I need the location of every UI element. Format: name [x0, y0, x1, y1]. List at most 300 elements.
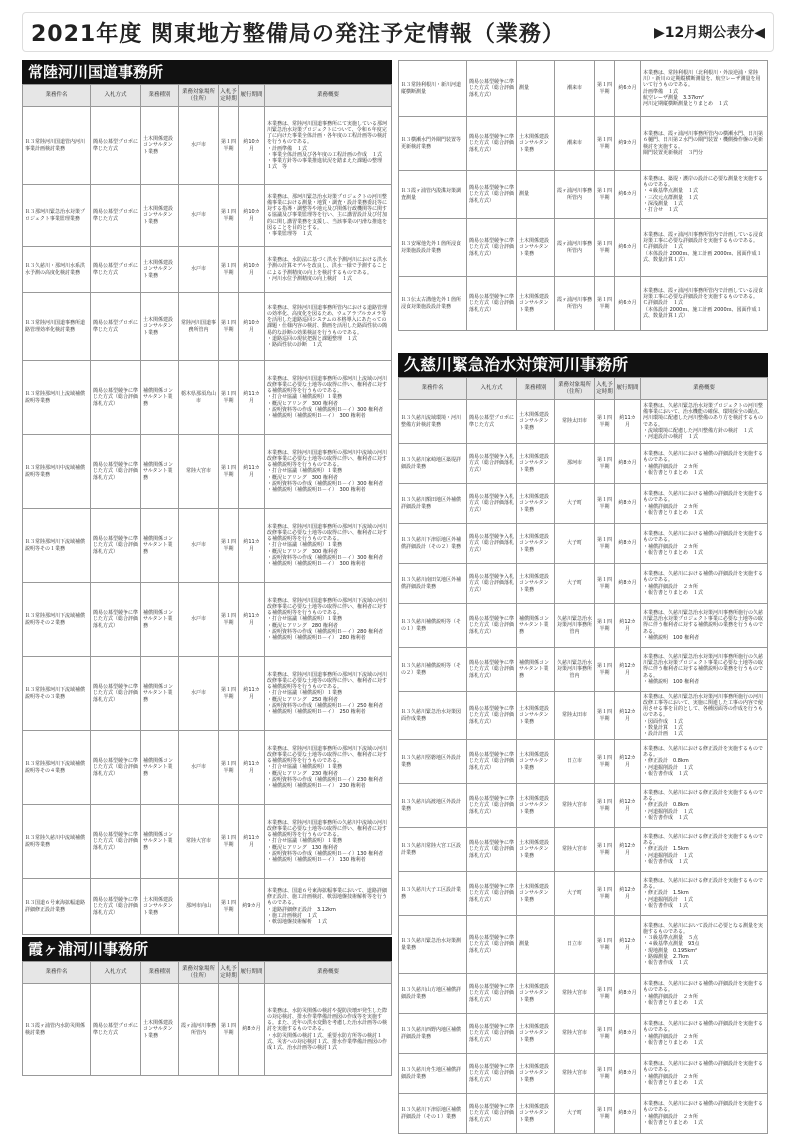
table-cell: Ｒ３常陸那珂川中流域補償説明等業務	[23, 435, 91, 509]
table-cell: 水戸市	[179, 657, 219, 731]
table-cell: 簡易公募型プロポに準じた方式	[467, 400, 517, 444]
table-cell: 那珂市	[555, 444, 595, 484]
table-cell: 約8カ月	[615, 1094, 641, 1134]
kuji-table	[398, 377, 768, 1134]
table-cell: 第１四半期	[595, 117, 615, 171]
table-cell: 約11カ月	[239, 509, 265, 583]
table-row	[23, 435, 392, 509]
table-cell: 常陸太田市	[555, 692, 595, 740]
table-cell: 本業務は、久慈川緊急治水対策河川事務所施行の久慈川緊急治水対策プロジェクト事業に必要な土地等の取得に伴う権利者に対する補償説明の業務を行うものである。 ・補償説明 100 権利者	[641, 604, 768, 648]
table-cell: 約12カ月	[615, 828, 641, 872]
table-cell: 約10カ月	[239, 293, 265, 361]
table-cell: 本業務は、久慈川緊急治水対策プロジェクトの河川整備事業において、治水機能の確保、環境保全の観点、河川環境に配慮した河川整備のあり方を検討するものである。 ・流域環境に配慮した河川整備方針の検討 １式 ・河道設計の検討 １式	[641, 400, 768, 444]
table-row	[23, 107, 392, 185]
table-cell: 簡易公募型プロポに準じた方式	[91, 247, 141, 293]
table-cell: 水戸市	[179, 731, 219, 805]
table-cell: Ｒ３常陸久慈川中流域補償説明等業務	[23, 805, 91, 879]
column-header: 入札予定時期	[219, 962, 239, 984]
table-cell: 第１四半期	[595, 974, 615, 1014]
table-cell: Ｒ３常陸利根川・新川河道縦横断測量	[399, 61, 467, 117]
table-cell: 本業務は、久慈川における補償の詳細設計を実施するものである。 ・補償詳細設計 ２カ所 ・報告書とりまとめ １式	[641, 1014, 768, 1054]
column-header: 業務対象場所（住所）	[179, 85, 219, 107]
table-cell: Ｒ３久慈川舟生地区補償詳細設計業務	[399, 1054, 467, 1094]
table-cell: 簡易公募型プロポに準じた方式	[91, 984, 141, 1076]
table-cell: 大子町	[555, 872, 595, 916]
table-cell: 約10カ月	[239, 185, 265, 247]
table-cell: 第１四半期	[219, 293, 239, 361]
table-row	[23, 185, 392, 247]
table-cell: 簡易公募型競争に準じた方式（総合評価落札方式）	[467, 277, 517, 331]
table-cell: 簡易公募型競争に準じた方式（総合評価落札方式）	[467, 171, 517, 219]
table-row	[399, 648, 768, 692]
table-cell: 霞ヶ浦河川事務所管内	[555, 219, 595, 277]
table-row	[23, 583, 392, 657]
table-cell: 大子町	[555, 484, 595, 524]
table-cell: 第１四半期	[595, 648, 615, 692]
table-cell: 第１四半期	[219, 185, 239, 247]
column-header: 履行期間	[239, 962, 265, 984]
table-cell: 第１四半期	[595, 171, 615, 219]
table-cell: 簡易公募型競争入札方式（総合評価落札方式）	[467, 564, 517, 604]
table-cell: 補償関係コンサルタント業務	[517, 648, 555, 692]
table-cell: 約12カ月	[615, 648, 641, 692]
table-cell: 第１四半期	[595, 1014, 615, 1054]
table-cell: 土木関係建設コンサルタント業務	[517, 524, 555, 564]
table-cell: 補償関係コンサルタント業務	[517, 604, 555, 648]
table-cell: 簡易公募型競争に準じた方式（総合評価落札方式）	[467, 219, 517, 277]
table-cell: 本業務は、久慈川における補償の詳細設計を実施するものである。 ・補償詳細設計 ２カ所 ・報告書とりまとめ １式	[641, 444, 768, 484]
column-header: 業務件名	[23, 85, 91, 107]
table-cell: 簡易公募型競争入札方式（総合評価落札方式）	[467, 484, 517, 524]
table-cell: 約10カ月	[239, 247, 265, 293]
table-cell: 土木関係建設コンサルタント業務	[517, 784, 555, 828]
table-cell: 第１四半期	[595, 692, 615, 740]
table-row	[399, 872, 768, 916]
table-cell: 第１四半期	[595, 872, 615, 916]
table-cell: 第１四半期	[219, 984, 239, 1076]
table-cell: 約11カ月	[239, 435, 265, 509]
column-header: 業務概要	[641, 378, 768, 400]
table-cell: Ｒ３常陸那珂川上流域補償説明等業務	[23, 361, 91, 435]
table-cell: 大子町	[555, 564, 595, 604]
table-cell: 補償関係コンサルタント業務	[141, 805, 179, 879]
left-column	[22, 60, 392, 1076]
table-header-row	[23, 85, 392, 107]
table-cell: 土木関係建設コンサルタント業務	[517, 872, 555, 916]
table-cell: 簡易公募型競争に準じた方式（総合評価落札方式）	[467, 1054, 517, 1094]
table-cell: 本業務は、常陸河川国道事務所の久慈川中流域の河川改修事業に必要な土地等の取得に伴い、権利者に対する補償説明等を行うものである。 ・打合せ協議（補償説明）１業務 ・概況ヒアリング 130 権利者 ・説明資料等の作成（補償説明Ｂ－イ）130 権利者 ・補償説明（補償説明Ｂ－イ） 130 権利者	[265, 805, 392, 879]
table-cell: 第１四半期	[219, 107, 239, 185]
table-row	[399, 444, 768, 484]
table-cell: 土木関係建設コンサルタント業務	[141, 293, 179, 361]
table-cell: 本業務は、霞ヶ浦河川事務所管内で計画している浸食対策工事に必要な詳細設計を実施するものである。 Ｃ詳細設計 １式 （本体設計 2000ｍ、施工計画 2000ｍ、図面作成１式、数量計算１式）	[641, 219, 768, 277]
table-cell: 常陸大宮市	[179, 805, 219, 879]
table-cell: 簡易公募型競争に準じた方式（総合評価落札方式）	[91, 509, 141, 583]
table-row	[399, 784, 768, 828]
column-header: 業務種別	[141, 85, 179, 107]
table-cell: Ｒ３久慈川下津原地区外補償詳細設計（その２）業務	[399, 524, 467, 564]
table-cell: 本業務は、常陸利根川（北利根川・外浪逆浦・常陸川）・新川の定期縦横断測量を、航空レーザ測量を用いて行うものである。 計画準備 １式 航空レーザ測量 3.37km² 河川定期縦横断測量とりまとめ １式	[641, 61, 768, 117]
table-cell: 補償関係コンサルタント業務	[141, 509, 179, 583]
table-cell: Ｒ３霞ヶ浦管内浚渫対策調査測量	[399, 171, 467, 219]
table-cell: 本業務は、常陸河川国道事務所の那珂川下流域の河川改修事業に必要な土地等の取得に伴い、権利者に対する補償説明等を行うものである。 ・打合せ協議（補償説明）１業務 ・概況ヒアリング 280 権利者 ・説明資料等の作成（補償説明Ｂ－イ）280 権利者 ・補償説明（補償説明Ｂ－イ） 280 権利者	[265, 583, 392, 657]
table-cell: 簡易公募型競争に準じた方式（総合評価落札方式）	[467, 740, 517, 784]
table-cell: 土木関係建設コンサルタント業務	[517, 444, 555, 484]
table-cell: 本業務は、久慈川における補償の詳細設計を実施するものである。 ・補償詳細設計 ２カ所 ・報告書とりまとめ １式	[641, 484, 768, 524]
column-header: 入札予定時期	[595, 378, 615, 400]
table-cell: Ｒ３久慈川・那珂川水系洪水予測の高度化検討業務	[23, 247, 91, 293]
table-cell: 霞ヶ浦河川事務所管内	[555, 277, 595, 331]
page-header	[22, 12, 774, 52]
table-cell: Ｒ３久慈川西野内地区補償詳細設計業務	[399, 1014, 467, 1054]
table-cell: 土木関係建設コンサルタント業務	[517, 484, 555, 524]
table-cell: Ｒ３常陸那珂川下流域補償説明等その２業務	[23, 583, 91, 657]
table-row	[399, 1054, 768, 1094]
table-cell: 約12カ月	[615, 784, 641, 828]
table-cell: Ｒ３横瀬水門外閘門装置等更新検討業務	[399, 117, 467, 171]
table-cell: 第１四半期	[595, 828, 615, 872]
table-row	[399, 916, 768, 974]
table-row	[399, 1014, 768, 1054]
table-cell: 約8カ月	[239, 984, 265, 1076]
table-cell: 土木関係建設コンサルタント業務	[517, 1014, 555, 1054]
table-cell: Ｒ３久慈川南田気地区外補償詳細設計業務	[399, 564, 467, 604]
table-cell: 本業務は、久慈川における修正設計を実施するものである。 ・修正設計 0.8km ・河道掘削設計 １式 ・報告書作成 １式	[641, 740, 768, 784]
table-cell: Ｒ３霞ヶ浦管内水防災関係検討業務	[23, 984, 91, 1076]
table-cell: 久慈川緊急治水対策河川事務所管内	[555, 604, 595, 648]
table-cell: Ｒ３久慈川堅磐地区外設計業務	[399, 740, 467, 784]
table-cell: 土木関係建設コンサルタント業務	[517, 692, 555, 740]
table-cell: Ｒ３久慈川緊急治水対策図面作成業務	[399, 692, 467, 740]
table-row	[399, 1094, 768, 1134]
table-row	[399, 604, 768, 648]
table-row	[23, 247, 392, 293]
table-cell: 第１四半期	[219, 361, 239, 435]
table-cell: 簡易公募型プロポに準じた方式	[91, 185, 141, 247]
table-row	[23, 879, 392, 935]
table-cell: 常陸大宮市	[555, 1014, 595, 1054]
table-cell: 霞ヶ浦河川事務所管内	[179, 984, 219, 1076]
table-cell: 簡易公募型競争に準じた方式（総合評価落札方式）	[91, 657, 141, 731]
table-cell: 約9カ月	[239, 879, 265, 935]
table-cell: 土木関係建設コンサルタント業務	[517, 400, 555, 444]
table-cell: 簡易公募型競争に準じた方式（総合評価落札方式）	[467, 648, 517, 692]
table-cell: 常陸河川国道事務所管内	[179, 293, 219, 361]
table-cell: Ｒ３久慈川高渡地区外設計業務	[399, 784, 467, 828]
table-row	[23, 805, 392, 879]
table-cell: 測量	[517, 916, 555, 974]
column-header: 入札方式	[91, 962, 141, 984]
table-cell: 本業務は、水防法に基づく洪水予測河川における洪水予測の計算モデルを改良し、洪水一様で予測することによる予測精度の向上を検討するものである。 ・河川水位予測精度の向上検討 １式	[265, 247, 392, 293]
table-cell: Ｒ３久慈川大子工区設計業務	[399, 872, 467, 916]
hitachi-table	[22, 84, 392, 935]
table-cell: 第１四半期	[595, 61, 615, 117]
table-cell: 日立市	[555, 916, 595, 974]
table-cell: 第１四半期	[595, 916, 615, 974]
table-cell: Ｒ３久慈川額田地区外補償詳細設計業務	[399, 484, 467, 524]
column-header: 履行期間	[239, 85, 265, 107]
table-cell: 第１四半期	[595, 219, 615, 277]
table-cell: 本業務は、久慈川における補償の詳細設計を実施するものである。 ・補償詳細設計 ２カ所 ・報告書とりまとめ １式	[641, 524, 768, 564]
table-cell: 土木関係建設コンサルタント業務	[517, 828, 555, 872]
table-cell: 約12カ月	[615, 692, 641, 740]
table-header-row	[23, 962, 392, 984]
table-cell: 土木関係建設コンサルタント業務	[141, 247, 179, 293]
table-cell: Ｒ３久慈川山方地区補償詳細設計業務	[399, 974, 467, 1014]
table-cell: 簡易公募型プロポに準じた方式	[91, 107, 141, 185]
column-header: 業務対象場所（住所）	[179, 962, 219, 984]
table-row	[399, 974, 768, 1014]
table-row	[399, 277, 768, 331]
table-cell: Ｒ３久慈川常陸大宮工区設計業務	[399, 828, 467, 872]
table-cell: 簡易公募型競争入札方式（総合評価落札方式）	[467, 444, 517, 484]
table-cell: 本業務は、常陸河川国道事務所の那珂川下流域の河川改修事業に必要な土地等の取得に伴い、権利者に対する補償説明等を行うものである。 ・打合せ協議（補償説明）１業務 ・概況ヒアリング 230 権利者 ・説明資料等の作成（補償説明Ｂ－イ）230 権利者 ・補償説明（補償説明Ｂ－イ） 230 権利者	[265, 731, 392, 805]
table-cell: 簡易公募型プロポに準じた方式	[91, 293, 141, 361]
table-cell: 水戸市	[179, 107, 219, 185]
table-cell: 本業務は、常陸河川国道事務所にて実施している那珂川緊急治水対策プロジェクトについて、令和６年度完了に向けた事業全体計画・各年度の工程計画等の検討を行うものである。 ・計画準備 １式 ・事業全体計画及び各年度の工程計画の作成 １式 ・事業方針等の事業推進状況を踏まえた課題の整理 １式 等	[265, 107, 392, 185]
table-cell: 第１四半期	[219, 509, 239, 583]
table-cell: 本業務は、那珂川緊急治水対策プロジェクトの河川整備事業における測量・地質・調査・設計業務委託等に対する指導・調整等や地元及び関係行政機関等に関する協議及び事業監理等を行い、主に講習設計及び付加的に関し講習業務を支援し、当該事業の円滑な推進を図ることを目的とする。 ・事業監理等 １式	[265, 185, 392, 247]
column-header: 業務件名	[23, 962, 91, 984]
table-cell: Ｒ３那珂川緊急治水対策プロジェクト事業監理業務	[23, 185, 91, 247]
table-cell: 簡易公募型競争に準じた方式（総合評価落札方式）	[467, 1094, 517, 1134]
table-cell: 本業務は、常陸河川国道事務所の那珂川中流域の河川改修事業に必要な土地等の取得に伴い、権利者に対する補償説明等を行うものである。 ・打合せ協議（補償説明）１業務 ・概況ヒアリング 300 権利者 ・説明資料等の作成（補償説明Ｂ－イ）300 権利者 ・補償説明（補償説明Ｂ－イ） 300 権利者	[265, 435, 392, 509]
table-cell: 土木関係建設コンサルタント業務	[141, 185, 179, 247]
table-cell: 補償関係コンサルタント業務	[141, 435, 179, 509]
table-cell: 日立市	[555, 740, 595, 784]
table-cell: Ｒ３常陸那珂川下流域補償説明等その４業務	[23, 731, 91, 805]
table-cell: 第１四半期	[595, 400, 615, 444]
table-cell: 土木関係建設コンサルタント業務	[517, 277, 555, 331]
table-cell: 本業務は、常陸河川国道事務所管内における道路管理の効率化、高度化を図るため、ウェアラブルカメラ等を活用した道路巡回システムの本格導入にあたっての課題・仕様内容の検討、動画を活用した路面性状の簡易的な診断の効果検証を行うものである。 ・道路巡回の現状把握と課題整理 １式 ・路面性状の診断 １式	[265, 293, 392, 361]
table-cell: 本業務は、久慈川における補償の詳細設計を実施するものである。 ・補償詳細設計 ２カ所 ・報告書とりまとめ １式	[641, 564, 768, 604]
column-header: 業務種別	[141, 962, 179, 984]
table-cell: 本業務は、久慈川において設計に必要となる測量を実施するものである。 ・３級基準点測量 ５点 ・４級基準点測量 93点 ・現地測量 0.195km² ・路線測量 2.7km ・報告書作成 １式	[641, 916, 768, 974]
table-cell: 約11カ月	[239, 657, 265, 731]
table-cell: 水戸市	[179, 583, 219, 657]
table-cell: 補償関係コンサルタント業務	[141, 731, 179, 805]
column-header: 業務概要	[265, 962, 392, 984]
table-cell: Ｒ３常陸那珂川下流域補償説明等その１業務	[23, 509, 91, 583]
table-cell: 約12カ月	[615, 872, 641, 916]
table-cell: Ｒ３常陸河川国道管内河川事業計画検討業務	[23, 107, 91, 185]
table-cell: 約11カ月	[239, 731, 265, 805]
table-cell: 第１四半期	[595, 1094, 615, 1134]
table-row	[399, 219, 768, 277]
table-cell: 簡易公募型競争に準じた方式（総合評価落札方式）	[91, 435, 141, 509]
table-row	[399, 524, 768, 564]
table-cell: 簡易公募型競争に準じた方式（総合評価落札方式）	[91, 361, 141, 435]
table-cell: Ｒ３久慈川家崎地区築堤詳細設計業務	[399, 444, 467, 484]
table-cell: 約8カ月	[615, 1014, 641, 1054]
table-cell: 簡易公募型競争に準じた方式（総合評価落札方式）	[91, 731, 141, 805]
table-cell: 本業務は、霞ヶ浦河川事務所管内で計画している浸食対策工事に必要な詳細設計を実施するものである。 Ｃ詳細設計 １式 （本体設計 2000ｍ、施工計画 2000ｍ、図面作成１式、数量計算１式）	[641, 277, 768, 331]
table-cell: 土木関係建設コンサルタント業務	[141, 984, 179, 1076]
table-cell: 本業務は、国道６号東海拡幅事業において、道路詳細修正設計、施工計画検討、軟弱地盤技術解析等を行うものである。 ・道路詳細修正設計 3.12km ・施工計画検討 １式 ・軟弱地盤技術解析 １式	[265, 879, 392, 935]
column-header: 業務対象場所（住所）	[555, 378, 595, 400]
table-row	[23, 293, 392, 361]
table-cell: 第１四半期	[219, 247, 239, 293]
table-cell: 約11カ月	[239, 361, 265, 435]
table-row	[399, 171, 768, 219]
table-cell: 簡易公募型競争に準じた方式（総合評価落札方式）	[467, 974, 517, 1014]
column-header: 履行期間	[615, 378, 641, 400]
table-row	[399, 117, 768, 171]
table-cell: 約11カ月	[239, 583, 265, 657]
table-cell: 約8カ月	[615, 444, 641, 484]
column-header: 入札方式	[467, 378, 517, 400]
table-cell: 第１四半期	[219, 805, 239, 879]
kasumi-table-continued	[398, 60, 768, 331]
table-cell: 補償関係コンサルタント業務	[141, 583, 179, 657]
table-cell: Ｒ３久慈川流域環境・河川整備方針検討業務	[399, 400, 467, 444]
table-cell: 補償関係コンサルタント業務	[141, 657, 179, 731]
table-cell: Ｒ３久慈川緊急治水対策測量業務	[399, 916, 467, 974]
table-cell: 常陸大宮市	[179, 435, 219, 509]
table-cell: 簡易公募型競争に準じた方式（総合評価落札方式）	[467, 872, 517, 916]
table-cell: 約8カ月	[615, 484, 641, 524]
table-cell: 土木関係建設コンサルタント業務	[141, 879, 179, 935]
table-cell: 簡易公募型競争に準じた方式（総合評価落札方式）	[467, 117, 517, 171]
table-cell: 第１四半期	[595, 740, 615, 784]
table-cell: 第１四半期	[595, 564, 615, 604]
table-cell: 土木関係建設コンサルタント業務	[141, 107, 179, 185]
table-cell: 簡易公募型競争に準じた方式（総合評価落札方式）	[467, 784, 517, 828]
column-header: 業務種別	[517, 378, 555, 400]
table-cell: Ｒ３久慈川補償説明等（その１）業務	[399, 604, 467, 648]
table-cell: 大子町	[555, 1094, 595, 1134]
table-cell: 約9カ月	[615, 117, 641, 171]
table-cell: 本業務は、久慈川緊急治水対策河川事務所施行の久慈川緊急治水対策プロジェクト事業に必要な土地等の取得に伴う権利者に対する補償説明の業務を行うものである。 ・補償説明 100 権利者	[641, 648, 768, 692]
table-cell: 常陸大宮市	[555, 974, 595, 1014]
table-cell: 水戸市	[179, 247, 219, 293]
column-header: 業務概要	[265, 85, 392, 107]
table-cell: Ｒ３伝太古溝他先外１箇所浸食対策施設設計業務	[399, 277, 467, 331]
table-cell: 約12カ月	[615, 604, 641, 648]
table-cell: 簡易公募型競争に準じた方式（総合評価落札方式）	[467, 1014, 517, 1054]
table-cell: 簡易公募型競争に準じた方式（総合評価落札方式）	[91, 805, 141, 879]
table-cell: 約6カ月	[615, 171, 641, 219]
table-cell: 第１四半期	[219, 879, 239, 935]
table-cell: 簡易公募型競争に準じた方式（総合評価落札方式）	[91, 583, 141, 657]
section-title-kasumi: 霞ヶ浦河川事務所	[22, 937, 392, 961]
table-cell: 本業務は、水防災関係の検討や提防決壊が発生した際の対応検討、排水作業準備計画図の作成等を実施する。また、近年の洪水変動を考慮した治水計画等の検討を実施するものである。 ・水防災関係の検討１式、重要水防方所等の検討１式、災害への対応検討１式、排水作業準備計画図の作成１式、治水計画等の検討１式	[265, 984, 392, 1076]
table-cell: 簡易公募型競争に準じた方式（総合評価落札方式）	[467, 916, 517, 974]
table-row	[23, 509, 392, 583]
table-row	[399, 564, 768, 604]
table-cell: 土木関係建設コンサルタント業務	[517, 219, 555, 277]
table-cell: 常陸大宮市	[555, 828, 595, 872]
table-cell: 約8カ月	[615, 974, 641, 1014]
table-cell: 久慈川緊急治水対策河川事務所管内	[555, 648, 595, 692]
table-cell: 約8カ月	[615, 564, 641, 604]
right-column	[398, 60, 768, 1134]
table-cell: 本業務は、常陸河川国道事務所の那珂川下流域の河川改修事業に必要な土地等の取得に伴い、権利者に対する補償説明等を行うものである。 ・打合せ協議（補償説明）１業務 ・概況ヒアリング 250 権利者 ・説明資料等の作成（補償説明Ｂ－イ）250 権利者 ・補償説明（補償説明Ｂ－イ） 250 権利者	[265, 657, 392, 731]
table-cell: 第１四半期	[595, 277, 615, 331]
table-cell: 本業務は、久慈川における補償の詳細設計を実施するものである。 ・補償詳細設計 ２カ所 ・報告書とりまとめ １式	[641, 974, 768, 1014]
page-title: 2021年度 関東地方整備局の発注予定情報（業務）	[31, 21, 565, 47]
table-cell: 簡易公募型競争に準じた方式（総合評価落札方式）	[467, 828, 517, 872]
table-cell: 第１四半期	[219, 435, 239, 509]
column-header: 入札予定時期	[219, 85, 239, 107]
table-cell: 本業務は、久慈川における補償の詳細設計を実施するものである。 ・補償詳細設計 ２カ所 ・報告書とりまとめ １式	[641, 1054, 768, 1094]
table-cell: 本業務は、霞ヶ浦河川事務所管内の横瀬水門、日川第６樋門、日川第２水門の閘門装置・機側操作盤の更新検討を実施する。 閘門装置更新検討 ３門分	[641, 117, 768, 171]
table-header-row	[399, 378, 768, 400]
table-cell: 約11カ月	[239, 805, 265, 879]
table-cell: 第１四半期	[219, 657, 239, 731]
table-row	[23, 984, 392, 1076]
table-cell: 土木関係建設コンサルタント業務	[517, 1054, 555, 1094]
table-cell: 約12カ月	[615, 740, 641, 784]
table-cell: 本業務は、久慈川における補償の詳細設計を実施するものである。 ・補償詳細設計 ２カ所 ・報告書とりまとめ １式	[641, 1094, 768, 1134]
table-cell: 本業務は、久慈川における修正設計を実施するものである。 ・修正設計 1.5km ・河道掘削設計 １式 ・報告書作成 １式	[641, 872, 768, 916]
table-cell: 本業務は、築堤・護岸の設計に必要な測量を実施するものである。 ・４級基準点測量 １式 ・三次元点群測量 １式 ・深浅測量 １式 ・打合せ １式	[641, 171, 768, 219]
table-cell: 第１四半期	[595, 524, 615, 564]
table-cell: 土木関係建設コンサルタント業務	[517, 740, 555, 784]
table-row	[399, 484, 768, 524]
table-cell: 第１四半期	[595, 604, 615, 648]
table-cell: 約12カ月	[615, 916, 641, 974]
table-row	[23, 731, 392, 805]
table-cell: 常陸大宮市	[555, 784, 595, 828]
table-cell: Ｒ３久慈川補償説明等（その２）業務	[399, 648, 467, 692]
column-header: 業務件名	[399, 378, 467, 400]
table-cell: 約6カ月	[615, 61, 641, 117]
table-cell: 第１四半期	[595, 484, 615, 524]
table-row	[23, 361, 392, 435]
table-cell: 第１四半期	[219, 731, 239, 805]
table-cell: 本業務は、久慈川緊急治水対策河川事務所施行の河川改修工事等において、実施に関連した工事の内容で使用させる事を目的として、各種図面等の作成を行うものである。 ・図面作成 １式 ・数量計算 １式 ・設計計画 １式	[641, 692, 768, 740]
table-cell: Ｒ３常陸河川国道事務所道路管理効率化検討業務	[23, 293, 91, 361]
table-cell: 第１四半期	[595, 1054, 615, 1094]
table-cell: 簡易公募型競争に準じた方式（総合評価落札方式）	[467, 692, 517, 740]
table-cell: 約8カ月	[615, 524, 641, 564]
table-cell: Ｒ３久慈川下津原地区補償詳細設計（その１）業務	[399, 1094, 467, 1134]
table-cell: 潮来市	[555, 61, 595, 117]
table-cell: 簡易公募型競争入札方式（総合評価落札方式）	[467, 524, 517, 564]
table-cell: 土木関係建設コンサルタント業務	[517, 1094, 555, 1134]
table-cell: 第１四半期	[219, 583, 239, 657]
table-cell: Ｒ３国道６号東海拡幅道路詳細修正設計業務	[23, 879, 91, 935]
table-row	[399, 828, 768, 872]
table-row	[23, 657, 392, 731]
column-header: 入札方式	[91, 85, 141, 107]
table-cell: 約6カ月	[615, 277, 641, 331]
table-cell: 本業務は、常陸河川国道事務所の那珂川下流域の河川改修事業に必要な土地等の取得に伴い、権利者に対する補償説明等を行うものである。 ・打合せ協議（補償説明）１業務 ・概況ヒアリング 300 権利者 ・説明資料等の作成（補償説明Ｂ－イ）300 権利者 ・補償説明（補償説明Ｂ－イ） 300 権利者	[265, 509, 392, 583]
table-cell: 潮来市	[555, 117, 595, 171]
table-cell: 簡易公募型競争に準じた方式（総合評価落札方式）	[467, 604, 517, 648]
table-cell: 那珂市向山	[179, 879, 219, 935]
table-cell: 第１四半期	[595, 784, 615, 828]
table-cell: 土木関係建設コンサルタント業務	[517, 974, 555, 1014]
table-cell: 約11カ月	[615, 400, 641, 444]
table-cell: 補償関係コンサルタント業務	[141, 361, 179, 435]
table-cell: 常陸大宮市	[555, 1054, 595, 1094]
table-cell: 簡易公募型競争に準じた方式（総合評価落札方式）	[467, 61, 517, 117]
kasumi-table	[22, 961, 392, 1076]
table-cell: Ｒ３常陸那珂川下流域補償説明等その３業務	[23, 657, 91, 731]
table-cell: 本業務は、常陸河川国道事務所の那珂川上流域の河川改修事業に必要な土地等の取得に伴い、権利者に対する補償説明等を行うものである。 ・打合せ協議（補償説明）１業務 ・概況ヒアリング 300 権利者 ・説明資料等の作成（補償説明Ｂ－イ）300 権利者 ・補償説明（補償説明Ｂ－イ） 300 権利者	[265, 361, 392, 435]
table-row	[399, 61, 768, 117]
table-cell: 本業務は、久慈川における修正設計を実施するものである。 ・修正設計 1.5km ・河道掘削設計 １式 ・報告書作成 １式	[641, 828, 768, 872]
table-cell: 常陸太田市	[555, 400, 595, 444]
table-row	[399, 740, 768, 784]
table-cell: 水戸市	[179, 185, 219, 247]
table-row	[399, 400, 768, 444]
table-cell: 水戸市	[179, 509, 219, 583]
table-cell: 約10カ月	[239, 107, 265, 185]
table-cell: 本業務は、久慈川における修正設計を実施するものである。 ・修正設計 0.8km ・河道掘削設計 １式 ・報告書作成 １式	[641, 784, 768, 828]
